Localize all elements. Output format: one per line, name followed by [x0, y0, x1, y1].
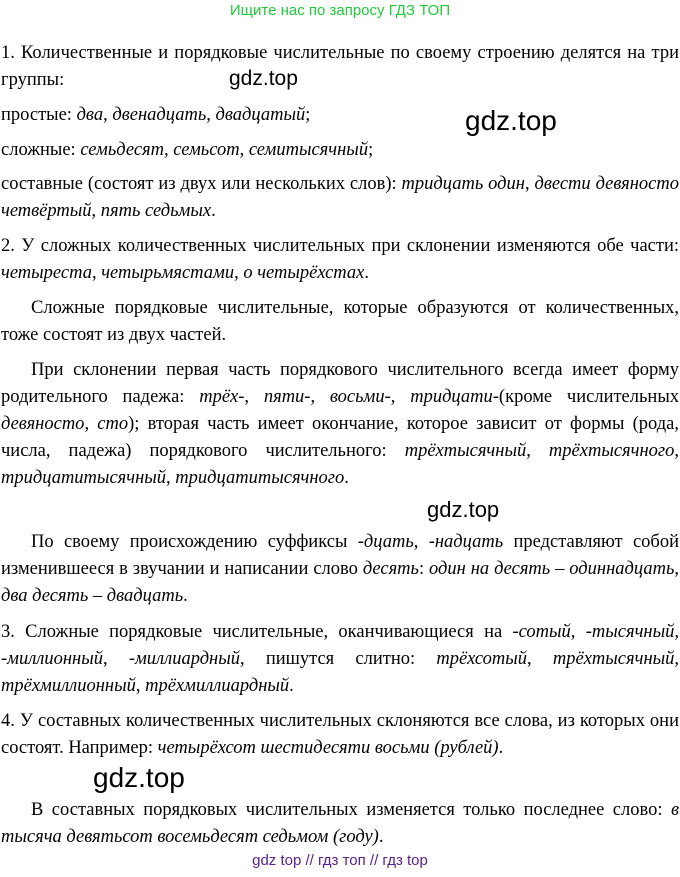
p8-j: два десять – двадцать [1, 586, 184, 606]
p5-c: , [91, 263, 102, 283]
p2-a: простые: [1, 105, 77, 125]
p9-i: , пишутся слитно: [240, 649, 437, 669]
p10-c: . [498, 738, 504, 758]
p5-a: 2. У сложных количественных числительных при склонении изменяются обе части: [1, 236, 679, 256]
paragraph-compound-ordinal [1, 797, 679, 851]
p8-d: -надцать [428, 532, 504, 552]
paragraph-3 [1, 619, 679, 700]
p7-s: , [166, 468, 176, 488]
paragraph-simple [1, 102, 679, 129]
p3-c: , [164, 140, 174, 160]
p5-b: четыреста [1, 263, 92, 283]
p8-k: . [183, 586, 188, 606]
p1-text: 1. Количественные и порядковые числительные по своему строению делятся на три группы: [1, 43, 679, 90]
p7-g: , [390, 387, 411, 407]
p4-f: пять седьмых [100, 201, 212, 221]
p7-l: сто [97, 414, 129, 434]
p7-j: девяносто [1, 414, 85, 434]
p4-c: , [524, 174, 535, 194]
p11-c: . [378, 827, 384, 847]
paragraph-2 [1, 233, 679, 287]
p6-text: Сложные порядковые числительные, которые образуются от количественных, тоже состоят из двух частей. [1, 298, 679, 345]
p9-q: . [289, 676, 294, 696]
p3-f: семитысячный [248, 140, 369, 160]
p4-b: тридцать один [401, 174, 525, 194]
p2-d: двенадцать [112, 105, 207, 125]
watermark-1: gdz.top [229, 67, 298, 90]
p7-u: . [344, 468, 349, 488]
p4-d: двести девяносто четвёртый [1, 174, 679, 221]
p9-l: трёхтысячный [552, 649, 675, 669]
p9-b: -сотый [512, 622, 571, 642]
p9-d: тысячный [591, 622, 675, 642]
p4-e: , [91, 201, 101, 221]
p9-o: , [135, 676, 146, 696]
p8-h: один на десять – одиннадцать [429, 559, 675, 579]
p2-f: двадцатый [215, 105, 306, 125]
p3-b: семьдесят [80, 140, 164, 160]
p7-d: пяти- [263, 387, 311, 407]
p9-g: , [103, 649, 129, 669]
p9-a: 3. Сложные порядковые числительные, оканчивающиеся на [1, 622, 513, 642]
p7-e: , [310, 387, 330, 407]
p3-g: ; [368, 140, 374, 160]
p9-e: , [674, 622, 679, 642]
p2-c: , [103, 105, 113, 125]
p9-k: , [527, 649, 553, 669]
p9-n: трёхмиллионный [1, 676, 136, 696]
p3-a: сложные: [1, 140, 81, 160]
p10-a: 4. У составных количественных числительных склоняются все слова, из которых они состоят. Например: [1, 711, 679, 758]
p5-g: . [364, 263, 369, 283]
p9-j: трёхсотый [436, 649, 528, 669]
paragraph-suffixes [1, 529, 679, 610]
p7-a: При склонении первая часть порядкового числительного всегда имеет форму родительного падежа: [1, 360, 679, 407]
watermark-4: gdz.top [93, 762, 185, 793]
p4-a: составные (состоят из двух или нескольких слов): [1, 174, 402, 194]
p7-o: , [526, 441, 549, 461]
search-banner[interactable]: Ищите нас по запросу ГДЗ ТОП [229, 2, 451, 19]
p9-p: трёхмиллиардный [145, 676, 290, 696]
p8-a: По своему происхождению суффиксы [31, 532, 358, 552]
p5-e: , [234, 263, 244, 283]
p7-n: трёхтысячный [404, 441, 527, 461]
p8-b: -дцать [357, 532, 414, 552]
p10-b: четырёхсот шестидесяти восьми (рублей) [157, 738, 499, 758]
p8-c: , [413, 532, 429, 552]
paragraph-complex [1, 137, 679, 164]
paragraph-1 [1, 40, 679, 94]
p7-i: (кроме числительных [498, 387, 680, 407]
p8-f: десять [362, 559, 419, 579]
p11-a: В составных порядковых числительных изменяется только последнее слово: [31, 800, 671, 820]
paragraph-ordinal-parts [1, 295, 679, 349]
p7-c: , [244, 387, 264, 407]
p8-g: : [418, 559, 430, 579]
p3-e: , [239, 140, 249, 160]
p7-b: трёх- [199, 387, 245, 407]
p3-d: семьсот [173, 140, 240, 160]
p7-r: тридцатитысячный [1, 468, 167, 488]
p9-m: , [674, 649, 680, 669]
watermark-2: gdz.top [465, 105, 557, 136]
p7-k: , [84, 414, 98, 434]
p7-q: , [674, 441, 679, 461]
p2-e: , [206, 105, 216, 125]
p7-m: ); вторая часть имеет окончание, которое зависит от формы (рода, числа, падежа) порядкового числительного: [1, 414, 679, 461]
p4-g: . [211, 201, 216, 221]
p8-i: , [674, 559, 679, 579]
watermark-3: gdz.top [427, 497, 500, 522]
p9-c: , - [570, 622, 592, 642]
p7-h: тридцати- [410, 387, 499, 407]
paragraph-declension [1, 357, 679, 492]
paragraph-compound [1, 171, 679, 225]
p9-f: -миллионный [1, 649, 103, 669]
p9-h: -миллиардный [128, 649, 241, 669]
paragraph-4 [1, 708, 679, 762]
p7-p: трёхтысячного [548, 441, 675, 461]
p2-b: два [76, 105, 104, 125]
p2-g: ; [305, 105, 311, 125]
p11-b: в тысяча девятьсот восемьдесят седьмом (году) [1, 800, 679, 847]
p5-d: четырьмястами [101, 263, 235, 283]
p8-e: представляют собой изменившееся в звучании и написании слово [1, 532, 679, 579]
footer-links[interactable]: gdz top // гдз топ // гдз top [252, 852, 428, 869]
p7-t: тридцатитысячного [175, 468, 345, 488]
p5-f: о четырёхстах [243, 263, 365, 283]
p7-f: восьми- [329, 387, 391, 407]
